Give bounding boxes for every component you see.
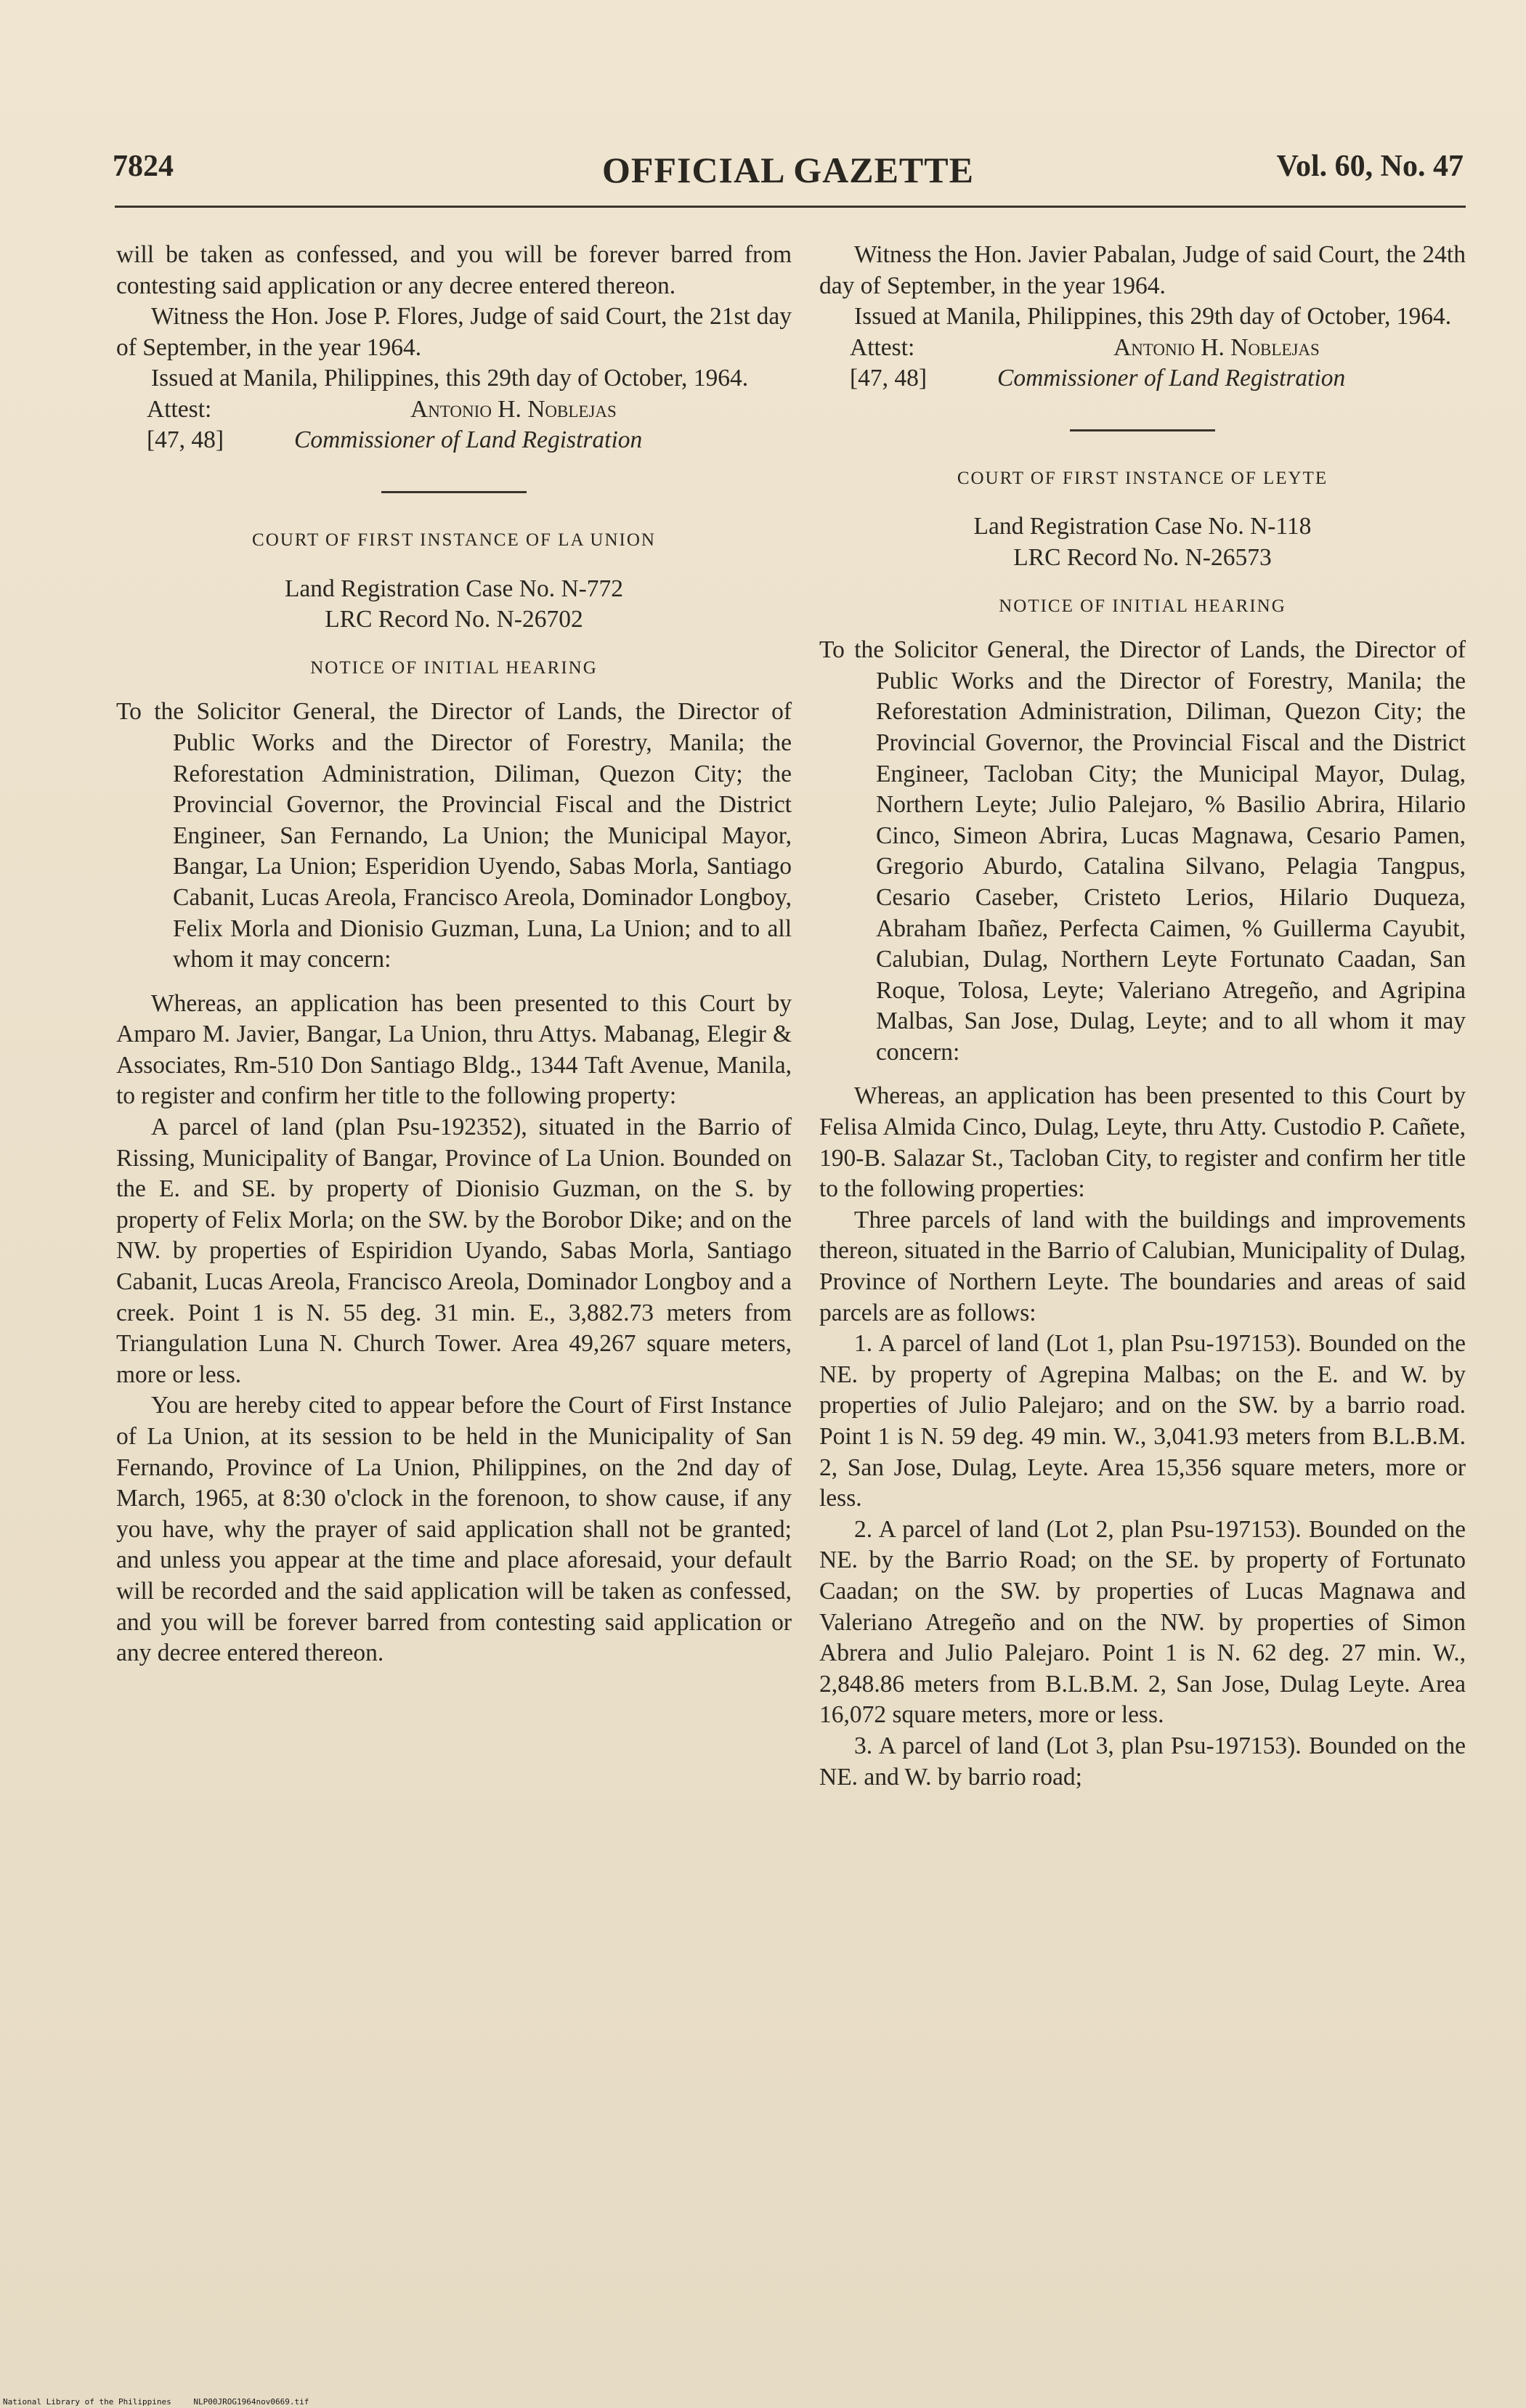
left-column [116,240,792,1669]
section-separator [1070,429,1215,431]
attest-name: Antonio H. Noblejas [410,395,617,423]
whereas-paragraph: Whereas, an application has been presented to this Court by Felisa Almida Cinco, Dulag, Leyte, thru Atty. Custodio P. Cañete, 190-B. Salazar St., Tacloban City, to register and confirm her title to the following properties: [819,1082,1466,1203]
attest-ref: [47, 48] [850,364,928,392]
header-rule [115,206,1466,208]
lrc-record: LRC Record No. N-26702 [325,606,583,633]
notice-heading: NOTICE OF INITIAL HEARING [999,596,1286,616]
attest-title: Commissioner of Land Registration [997,364,1346,392]
witness-paragraph: Witness the Hon. Javier Pabalan, Judge of said Court, the 24th day of September, in the year 1964. [819,241,1466,299]
attest-block [850,333,1466,394]
issued-paragraph: Issued at Manila, Philippines, this 29th day of October, 1964. [151,365,749,392]
attest-label: Attest: [850,333,915,361]
lot-1-description: 1. A parcel of land (Lot 1, plan Psu-197153). Bounded on the NE. by property of Agrepina Malbas; on the E. and W. by properties of Julio Palejaro; and on the SW. by a barrio road. Point 1 is N. 59 deg. 49 min. W., 3,041.93 meters from B.L.B.M. 2, San Jose, Dulag, Leyte. Area 15,356 square meters, more or less. [819,1330,1466,1512]
library-credit: National Library of the Philippines [3,2397,171,2407]
section-separator [381,491,527,493]
page-number: 7824 [113,150,174,183]
attest-block [147,394,792,456]
gazette-title: OFFICIAL GAZETTE [602,150,974,190]
page-header [113,149,1464,192]
attest-name: Antonio H. Noblejas [1113,333,1320,361]
continued-text: will be taken as confessed, and you will be forever barred from contesting said application or any decree entered thereon. [116,241,792,299]
whereas-paragraph: Whereas, an application has been presented to this Court by Amparo M. Javier, Bangar, La Union, thru Attys. Mabanag, Elegir & Associates, Rm-510 Don Santiago Bldg., 1344 Taft Avenue, Manila, to register and confirm her title to the following property: [116,989,792,1110]
attest-title: Commissioner of Land Registration [294,426,643,453]
volume-number: Vol. 60, No. 47 [1276,150,1464,183]
right-column [819,240,1466,1793]
witness-paragraph: Witness the Hon. Jose P. Flores, Judge of said Court, the 21st day of September, in the year 1964. [116,303,792,361]
scan-footer [3,2397,326,2407]
lot-2-description: 2. A parcel of land (Lot 2, plan Psu-197153). Bounded on the NE. by the Barrio Road; on the SE. by property of Fortunato Caadan; on the SW. by properties of Lucas Magnawa and Valeriano Atregeño and on the NW. by properties of Simon Abrera and Julio Palejaro. Point 1 is N. 62 deg. 27 min. W., 2,848.86 meters from B.L.B.M. 2, San Jose, Dulag Leyte. Area 16,072 square meters, more or less. [819,1515,1466,1729]
parcels-intro: Three parcels of land with the buildings and improvements thereon, situated in the Barrio of Calubian, Municipality of Dulag, Province of Northern Leyte. The boundaries and areas of said parcels are as follows: [819,1206,1466,1326]
citation-paragraph: You are hereby cited to appear before the Court of First Instance of La Union, at its session to be held in the Municipality of San Fernando, Province of La Union, Philippines, on the 2nd day of March, 1965, at 8:30 o'clock in the forenoon, to show cause, if any you have, why the prayer of said application shall not be granted; and unless you appear at the time and place aforesaid, your default will be recorded and the said application will be taken as confessed, and you will be forever barred from contesting said application or any decree entered thereon. [116,1392,792,1667]
addressees: To the Solicitor General, the Director of Lands, the Director of Public Works and the Director of Forestry, Manila; the Reforestation Administration, Diliman, Quezon City; the Provincial Governor, the Provincial Fiscal and the District Engineer, San Fernando, La Union; the Municipal Mayor, Bangar, La Union; Esperidion Uyendo, Sabas Morla, Santiago Cabanit, Lucas Areola, Francisco Areola, Dominador Longboy, Felix Morla and Dionisio Guzman, Luna, La Union; and to all whom it may concern: [116,698,792,973]
parcel-description: A parcel of land (plan Psu-192352), situated in the Barrio of Rissing, Municipality of Bangar, Province of La Union. Bounded on the E. and SE. by property of Dionisio Guzman, on the S. by property of Felix Morla; on the SW. by the Borobor Dike; and on the NW. by properties of Espiridion Uyando, Sabas Morla, Santiago Cabanit, Lucas Areola, Francisco Areola, Dominador Longboy and a creek. Point 1 is N. 55 deg. 31 min. E., 3,882.73 meters from Triangulation Luna N. Church Tower. Area 49,267 square meters, more or less. [116,1114,792,1388]
attest-ref: [47, 48] [147,426,224,453]
scan-filename: NLP00JROG1964nov0669.tif [193,2397,309,2407]
lrc-record: LRC Record No. N-26573 [1013,543,1272,571]
court-heading: COURT OF FIRST INSTANCE OF LA UNION [252,530,656,550]
case-number: Land Registration Case No. N-118 [973,513,1312,540]
court-heading: COURT OF FIRST INSTANCE OF LEYTE [957,468,1328,488]
issued-paragraph: Issued at Manila, Philippines, this 29th day of October, 1964. [854,303,1452,331]
notice-heading: NOTICE OF INITIAL HEARING [310,657,598,678]
lot-3-description: 3. A parcel of land (Lot 3, plan Psu-197153). Bounded on the NE. and W. by barrio road; [819,1732,1466,1791]
addressees: To the Solicitor General, the Director of Lands, the Director of Public Works and the Director of Forestry, Manila; the Reforestation Administration, Diliman, Quezon City; the Provincial Governor, the Provincial Fiscal and the District Engineer, Tacloban City; the Municipal Mayor, Dulag, Northern Leyte; Julio Palejaro, % Basilio Abrira, Hilario Cinco, Simeon Abrira, Lucas Magnawa, Cesario Pamen, Gregorio Aburdo, Catalina Silvano, Pelagia Tangpus, Cesario Caseber, Cristeto Lerios, Hilario Duqueza, Abraham Ibañez, Perfecta Caimen, % Guillerma Cayubit, Calubian, Dulag, Northern Leyte Fortunato Caadan, San Roque, Tolosa, Leyte; Valeriano Atregeño, and Agripina Malbas, San Jose, Dulag, Leyte; and to all whom it may concern: [819,636,1466,1066]
attest-label: Attest: [147,395,212,423]
case-number: Land Registration Case No. N-772 [284,575,624,602]
